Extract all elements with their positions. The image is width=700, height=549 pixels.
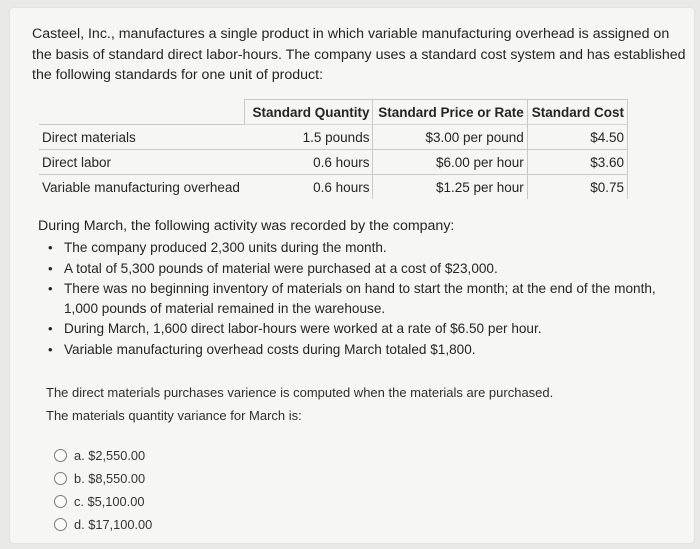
list-item [44,319,684,339]
row-price: $1.25 per hour [373,175,527,200]
radio-button-icon[interactable] [54,518,67,531]
row-label: Direct materials [39,125,245,150]
variance-note: The direct materials purchases varience is computed when the materials are purchased. [46,385,554,400]
bullet-icon: • [48,321,53,336]
bullet-icon: • [48,281,53,296]
row-cost: $3.60 [527,150,627,175]
option-label[interactable]: b. $8,550.00 [74,471,146,486]
activity-text: During March, 1,600 direct labor-hours were worked at a rate of $6.50 per hour. [64,321,542,336]
header-standard-price: Standard Price or Rate [373,100,527,125]
answer-options [54,444,152,536]
header-standard-cost: Standard Cost [527,100,627,125]
activity-text: Variable manufacturing overhead costs during March totaled $1,800. [64,341,476,357]
list-item [44,238,684,258]
header-standard-quantity: Standard Quantity [245,100,373,125]
bullet-icon: • [48,260,53,276]
row-price: $3.00 per pound [373,125,527,150]
list-item [44,259,684,279]
activity-text: There was no beginning inventory of materials on hand to start the month; at the end of the month, 1,000 pounds of material remained in the warehouse. [64,281,656,316]
answer-option-c[interactable] [54,490,152,513]
bullet-icon: • [48,240,53,255]
row-quantity: 0.6 hours [245,150,373,175]
row-cost: $4.50 [527,125,627,150]
row-label: Variable manufacturing overhead [39,175,245,200]
activity-heading: During March, the following activity was recorded by the company: [38,218,455,234]
row-label: Direct labor [39,150,245,175]
bullet-icon: • [48,341,53,357]
row-quantity: 0.6 hours [245,175,373,200]
header-blank [39,100,245,125]
radio-button-icon[interactable] [54,472,67,485]
answer-option-a[interactable] [54,444,152,467]
radio-button-icon[interactable] [54,495,67,508]
table-row [39,150,628,175]
answer-option-d[interactable] [54,513,152,536]
standards-table [39,99,628,199]
option-label[interactable]: a. $2,550.00 [74,448,146,463]
row-price: $6.00 per hour [373,150,527,175]
list-item [44,340,684,360]
activity-text: A total of 5,300 pounds of material were purchased at a cost of $23,000. [64,260,498,276]
table-row [39,125,628,150]
table-row [39,175,628,200]
row-quantity: 1.5 pounds [245,125,373,150]
table-header-row [39,100,628,125]
problem-intro: Casteel, Inc., manufactures a single product in which variable manufacturing overhead is assigned on the basis of standard direct labor-hours. The company uses a standard cost system and has established the following standards for one unit of product: [32,26,686,83]
row-cost: $0.75 [527,175,627,200]
radio-button-icon[interactable] [54,449,67,462]
activity-list [44,238,684,360]
list-item [44,279,684,318]
activity-text: The company produced 2,300 units during the month. [64,240,387,255]
question-text: The materials quantity variance for March is: [46,408,302,423]
option-label[interactable]: d. $17,100.00 [74,517,153,532]
answer-option-b[interactable] [54,467,152,490]
question-card [10,8,694,543]
option-label[interactable]: c. $5,100.00 [74,494,145,509]
